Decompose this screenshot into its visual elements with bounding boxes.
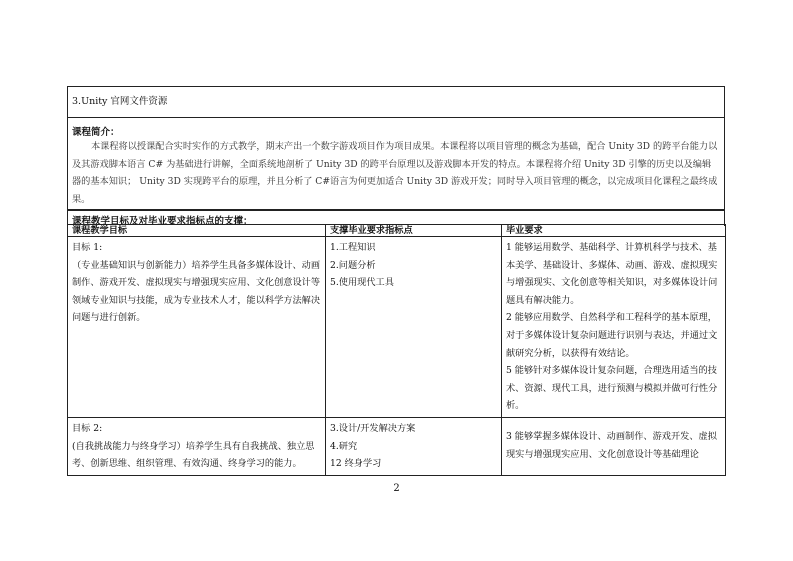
course-intro-box xyxy=(67,118,725,210)
indicator-cell xyxy=(326,237,502,418)
goal-cell xyxy=(68,418,326,476)
indicator-item: 4.研究 xyxy=(330,440,358,452)
intro-heading: 课程简介： xyxy=(72,127,120,138)
table-header-row xyxy=(68,225,726,237)
requirement-item: 2 能够应用数学、自然科学和工程科学的基本原理，对于多媒体设计复杂问题进行识别与表达，并通过文献研究分析，以获得有效结论。 xyxy=(506,312,718,359)
section-title: 3.Unity 官网文件资源 xyxy=(72,96,168,107)
header-indicator: 支撑毕业要求指标点 xyxy=(326,225,502,237)
requirement-item: 1 能够运用数学、基础科学、计算机科学与技术、基本美学、基础设计、多媒体、动画、游戏、虚拟现实与增强现实、文化创意等相关知识，对多媒体设计问题具有解决能力。 xyxy=(506,242,718,306)
section-title-box xyxy=(67,86,725,118)
objectives-table xyxy=(67,224,726,476)
indicator-item: 5.使用现代工具 xyxy=(330,277,394,289)
header-goal: 课程教学目标 xyxy=(68,225,326,237)
requirement-item: 3 能够掌握多媒体设计、动画制作、游戏开发、虚拟现实与增强现实应用、文化创意设计等基础理论 xyxy=(506,431,717,460)
intro-text: 本课程将以授课配合实时实作的方式教学，期末产出一个数字游戏项目作为项目成果。本课程将以项目管理的概念为基础，配合 Unity 3D 的跨平台能力以及其游戏脚本语言 C# 为基础进行讲解，全面系统地剖析了 Unity 3D 的跨平台原理以及游戏脚本开发的特点。本课程将介绍 Unity 3D 引擎的历史以及编辑器的基本知识； Unity 3D 实现跨平台的原理，并且分析了 C#语言为何更加适合 Unity 3D 游戏开发；同时导入项目管理的概念，以完成项目化课程之最终成果。 xyxy=(72,141,718,205)
goal-cell xyxy=(68,237,326,418)
indicator-item: 3.设计/开发解决方案 xyxy=(330,423,416,434)
requirement-cell xyxy=(502,418,726,476)
table-row xyxy=(68,418,726,476)
goal-text: （专业基础知识与创新能力）培养学生具备多媒体设计、动画制作、游戏开发、虚拟现实与增强现实应用、文化创意设计等领域专业知识与技能，成为专业技术人才，能以科学方法解决问题与进行创新。 xyxy=(72,259,321,324)
table-row xyxy=(68,237,726,418)
requirement-item: 5 能够针对多媒体设计复杂问题，合理选用适当的技术、资源、现代工具，进行预测与模拟并做可行性分析。 xyxy=(506,365,718,412)
goal-text: (自我挑战能力与终身学习）培养学生具有自我挑战、独立思考、创新思维、组织管理、有效沟通、终身学习的能力。 xyxy=(72,440,315,470)
page-number: 2 xyxy=(393,483,400,494)
objectives-heading: 课程教学目标及对毕业要求指标点的支撑： xyxy=(72,216,253,227)
indicator-cell xyxy=(326,418,502,476)
indicator-item: 2.问题分析 xyxy=(330,259,376,271)
header-requirement: 毕业要求 xyxy=(502,225,726,237)
indicator-item: 12 终身学习 xyxy=(330,458,382,470)
indicator-item: 1.工程知识 xyxy=(330,242,376,253)
goal-title: 目标 2: xyxy=(72,423,103,434)
requirement-cell xyxy=(502,237,726,418)
goal-title: 目标 1: xyxy=(72,242,103,253)
